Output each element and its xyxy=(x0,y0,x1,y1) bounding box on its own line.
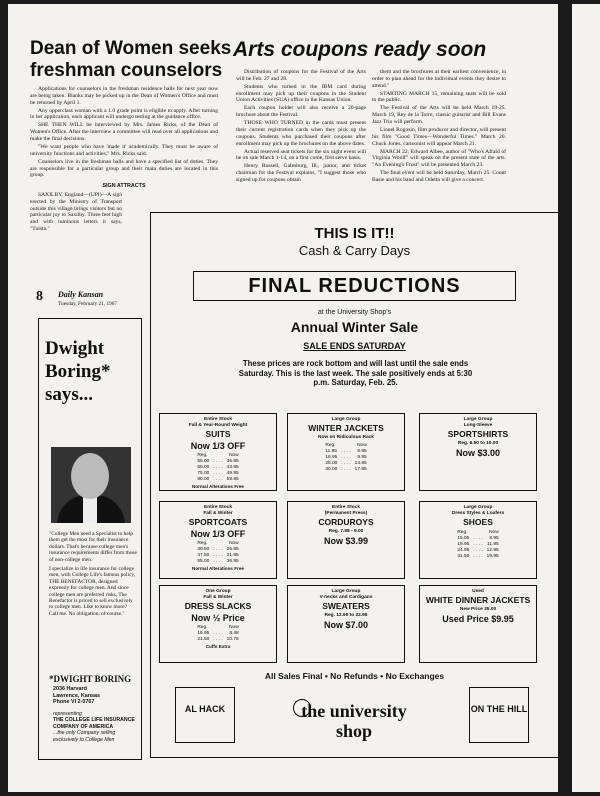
item-footnote: Normal Alterations Free xyxy=(192,483,244,489)
item-regular-price: Reg. 12.95 to 22.95 xyxy=(324,612,368,618)
item-regular-price: Reg. 6.50 to 10.00 xyxy=(457,440,499,446)
adjacent-page-strip xyxy=(572,4,600,792)
agent-address: 2036 Harvard Lawrence, Kansas Phone VI 2-0767 xyxy=(53,686,101,706)
ad-quote: I specialize in life insurance for college men, with College Life's famous policy, THE BENEFACTOR, designed expressly for college men. And since college men are preferred risks, The Benefactor is priced to sell exclusively to college men. Like to know more? Call me. No obligation, of course." xyxy=(49,566,136,617)
item-note: Fall & Winter xyxy=(203,511,233,516)
final-reductions-banner: FINAL REDUCTIONS xyxy=(193,271,516,301)
item-name: SWEATERS xyxy=(322,601,370,611)
address-box-left: AL HACK xyxy=(175,687,235,743)
headline-dean-of-women: Dean of Women seeks freshman counselors xyxy=(30,38,232,81)
paragraph: SHE THEN WILL be interviewed by Mrs. James Ricks, of the Dean of Women's Office. After the interview a committee will read over all applications and make the final decisions. xyxy=(30,122,218,142)
item-note: Fall & Winter xyxy=(203,595,233,600)
paragraph: Actual reserved seat tickets for the six night event will be on sale March 1-14, on a first come, first serve basis. xyxy=(236,148,366,162)
item-note: Fall & Year-Round Weight xyxy=(188,423,248,428)
sale-title: Annual Winter Sale xyxy=(290,319,419,335)
item-group: Entire Stock xyxy=(204,505,232,510)
paragraph: Distribution of coupons for the Festival of the Arts will be Feb. 27 and 28. xyxy=(236,69,366,82)
ad-quote: "College Men need a Specialist to help them get the most for their insurance dollars. That's because college men's insurance requirements differ from those of non-college men. xyxy=(49,531,137,563)
university-shop-ad xyxy=(150,212,558,758)
item-footnote: Normal Alterations Free xyxy=(192,565,244,571)
price-table: Reg. Now 11.95 . . . . 6.95 16.95 . . . . 9.95 25.00 . . . . 14.95 30.00 . . . . 17.95 xyxy=(325,442,367,472)
item-name: DRESS SLACKS xyxy=(184,601,252,611)
ad-body xyxy=(49,531,137,620)
item-name: WHITE DINNER JACKETS xyxy=(425,595,531,605)
item-group: Entire Stock xyxy=(332,505,360,510)
sale-ends: SALE ENDS SATURDAY xyxy=(303,341,406,351)
item-name: SUITS xyxy=(205,429,231,439)
sale-item xyxy=(287,585,405,663)
item-sale-price: Now $3.00 xyxy=(455,447,501,458)
item-footnote: Cuffs Extra xyxy=(205,643,231,649)
insurance-ad xyxy=(38,318,142,760)
sale-terms: All Sales Final • No Refunds • No Exchanges xyxy=(264,671,445,681)
item-note: New Price 35.00 xyxy=(459,606,497,612)
paragraph: THOSE WHO TURNED in the cards must present their current registration cards when they pick up the coupons. Students who purchased their coupons after enrollment may pick up the brochures on the above dates. xyxy=(236,120,366,147)
portrait-photo xyxy=(51,447,131,523)
paragraph: Each coupon holder will also receive a 20-page brochure about the Festival. xyxy=(236,105,366,119)
sale-description: These prices are rock bottom and will last until the sale ends Saturday. This is the last week. The sale positively ends at 5:30 p.m. Saturday, Feb. 25. xyxy=(238,359,473,387)
sale-item xyxy=(287,413,405,491)
item-name: SPORTSHIRTS xyxy=(447,429,509,439)
item-note: Long-Sleeve xyxy=(463,423,493,428)
item-name: SPORTCOATS xyxy=(188,517,248,527)
paragraph: Lionel Rogosin, film producer and director, will present his film "Good Times—Wonderful Times." March 20. Chuck Jones, cartoonist will appear March 21. xyxy=(372,126,506,147)
sale-item xyxy=(159,501,277,579)
item-note: (Permanent Press) xyxy=(324,511,368,516)
price-table: Reg. Now 15.95 . . . . 8.95 19.95 . . . . 11.95 24.95 . . . . 12.95 31.50 . . . . 19.95 xyxy=(457,529,499,559)
page-folio xyxy=(36,287,141,311)
paragraph: "We want people who have 'made it' academically. They must be aware of university functions and activities," Mrs. Ricks said. xyxy=(30,143,218,157)
sale-item xyxy=(159,585,277,663)
paragraph: STARTING MARCH 15, remaining seats will be sold to the public. xyxy=(372,90,506,104)
ad-line: at the University Shop's xyxy=(317,309,392,316)
issue-date: Tuesday, February 21, 1967 xyxy=(58,301,118,307)
ad-subhead: Cash & Carry Days xyxy=(298,243,411,258)
shop-logo: the university shop xyxy=(269,691,439,749)
ad-headline: THIS IS IT!! xyxy=(314,225,395,242)
item-group: Large Group xyxy=(463,417,493,422)
ad-title: Dwight Boring* says... xyxy=(45,338,111,405)
paragraph: them and the brochures at their earliest convenience, in order to plan ahead for the individual events they desire to attend." xyxy=(372,69,506,89)
sale-item xyxy=(419,413,537,491)
item-sale-price: Now 1/3 OFF xyxy=(190,440,246,451)
brief-text: SAXILBY, England—(UPI)—A sign erected by the Ministry of Transport outside this village brings visitors but no particular joy to Saxilby. Three feet high and with luminous letters it says, "Tulsta." xyxy=(30,191,122,232)
item-sale-price: Now $7.00 xyxy=(323,619,369,630)
sale-item xyxy=(419,585,537,663)
item-name: WINTER JACKETS xyxy=(308,423,384,433)
item-regular-price: Reg. 7.98 - 9.00 xyxy=(328,528,364,534)
address-box-right: ON THE HILL xyxy=(469,687,529,743)
paragraph: The Festival of the Arts will be held March 19-25. March 19, Rey de la Torre, classic guitarist and Bill Evans Jazz Trio will perform. xyxy=(372,105,506,125)
paragraph: MARCH 22, Edward Albee, author of "Who's Afraid of Virginia Woolf" will speak on the present state of the arts. "An Evening's Frost" will be presented March 23. xyxy=(372,148,506,169)
price-table: Reg. Now 16.95 . . . . 8.48 21.50 . . . . 10.75 xyxy=(197,624,239,642)
newspaper-page xyxy=(8,4,558,792)
item-group: Used xyxy=(472,589,484,594)
item-sale-price: Now 1/3 OFF xyxy=(190,528,246,539)
item-group: Entire Stock xyxy=(204,417,232,422)
item-note: Now on Ridiculous Rack xyxy=(318,434,374,440)
paragraph: Henry Russell, Galesburg, Ill., junior, and ticket chairman for the Festival explains, "I suggest those who signed up for coupons obtain xyxy=(236,163,366,183)
headline-arts-coupons: Arts coupons ready soon xyxy=(233,38,487,61)
price-table: Reg. Now 39.50 . . . . 26.95 47.50 . . . . 31.95 55.00 . . . . 36.95 xyxy=(197,540,239,564)
page-number: 8 xyxy=(36,289,43,304)
brief-headline: SIGN ATTRACTS xyxy=(102,183,146,190)
paragraph: Applications for counselors in the freshman residence halls for next year now are being taken. Blanks may be picked up in the Dean of Women's Office and must be returned by April 1. xyxy=(30,86,218,106)
item-sale-price: Now $3.99 xyxy=(323,535,369,546)
article-arts-coupons-col2 xyxy=(372,69,506,185)
item-sale-price: Now ½ Price xyxy=(191,612,245,623)
item-name: CORDUROYS xyxy=(318,517,374,527)
item-group: Large Group xyxy=(463,505,493,510)
paragraph: Counselors live in the freshman halls and have a specified list of duties. They are responsible for a particular group and their main duties are located in this group. xyxy=(30,158,218,179)
paragraph: Students who turned in the IBM card during enrollment may pick up their coupons in the Student Union Activities (SUA) office in the Kansas Union. xyxy=(236,83,366,104)
article-arts-coupons-col1 xyxy=(236,69,366,185)
sale-item xyxy=(419,501,537,579)
sale-item xyxy=(287,501,405,579)
item-group: Large Group xyxy=(331,417,361,422)
agent-name: *DWIGHT BORING xyxy=(49,674,132,684)
paper-name: Daily Kansan xyxy=(58,290,104,299)
item-sale-price: Used Price $9.95 xyxy=(442,613,514,624)
price-table: Reg. Now 55.00 . . . . 36.95 65.00 . . . . 43.95 75.00 . . . . 49.95 90.00 . . . . 59.95 xyxy=(197,452,239,482)
company-info: representing THE COLLEGE LIFE INSURANCE COMPANY OF AMERICA ...the only Company selling exclusively to College Men xyxy=(53,711,135,743)
item-group: One Group xyxy=(205,589,231,594)
item-name: SHOES xyxy=(463,517,493,527)
sale-item xyxy=(159,413,277,491)
paragraph: Any upperclass woman with a 1.0 grade point is eligible to apply. After turning in her application, each applicant will undergo testing at the guidance office. xyxy=(30,107,218,121)
item-group: Large Group xyxy=(331,589,361,594)
item-note: V-necks and Cardigans xyxy=(319,595,373,600)
item-note: Dress Styles & Loafers xyxy=(451,511,505,516)
paragraph: The final event will be held Saturday, March 25. Count Basie and his band and Odetta will give a concert. xyxy=(372,170,506,183)
